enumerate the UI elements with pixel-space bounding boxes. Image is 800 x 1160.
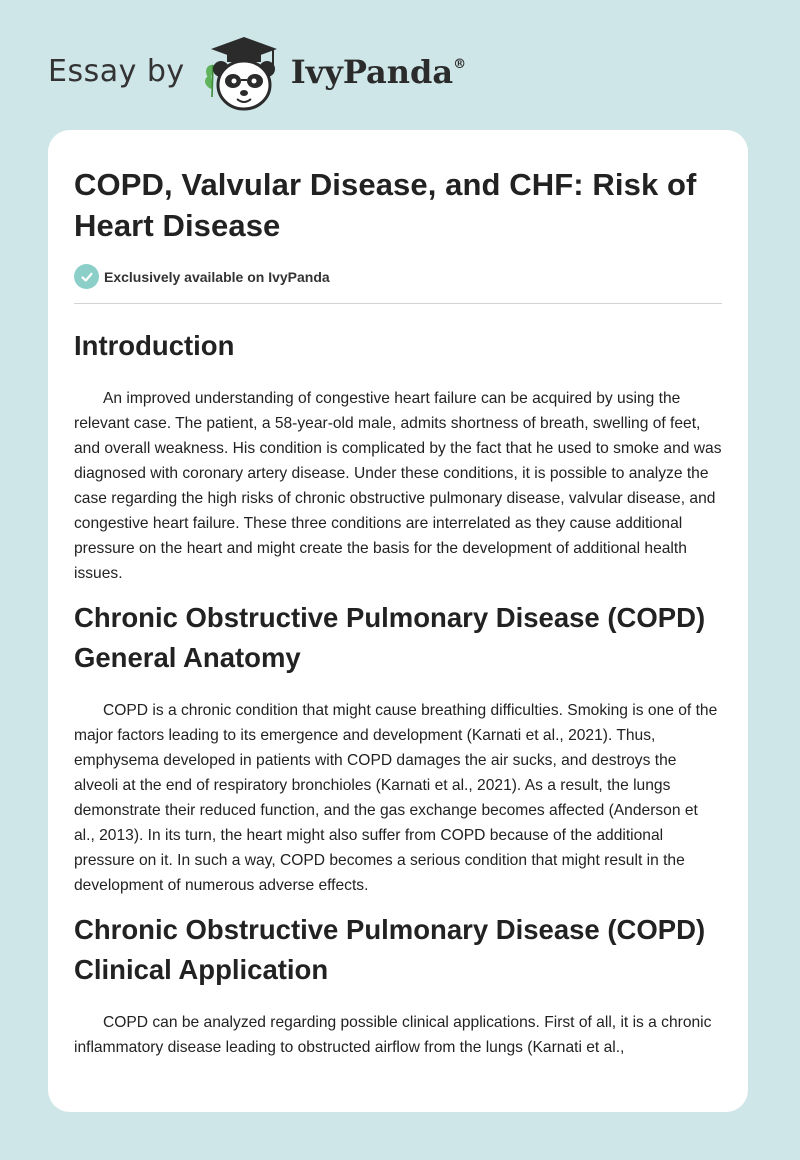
essay-by-label: Essay by [48, 53, 185, 89]
panda-logo-icon[interactable] [199, 35, 289, 113]
check-icon [74, 264, 99, 289]
section-copd-clinical-application [74, 910, 722, 1060]
essay-title: COPD, Valvular Disease, and CHF: Risk of Heart Disease [74, 167, 697, 243]
brand-name[interactable] [291, 53, 466, 91]
brand-text: IvyPanda [290, 53, 454, 91]
badge-label: Exclusively available on IvyPanda [104, 268, 330, 285]
section-paragraph: An improved understanding of congestive heart failure can be acquired by using the relevant case. The patient, a 58-year-old male, admits shortness of breath, swelling of feet, and overall weakness. His condition is complicated by the fact that he used to smoke and was diagnosed with coronary artery disease. Under these conditions, it is possible to analyze the case regarding the high risks of chronic obstructive pulmonary disease, valvular disease, and congestive heart failure. These three conditions are interrelated as they cause additional pressure on the heart and might create the basis for the development of additional health issues. [74, 390, 722, 582]
section-paragraph: COPD is a chronic condition that might cause breathing difficulties. Smoking is one of the major factors leading to its emergence and development (Karnati et al., 2021). Thus, emphysema developed in patients with COPD damages the air sucks, and destroys the alveoli at the end of respiratory bronchioles (Karnati et al., 2021). As a result, the lungs demonstrate their reduced function, and the gas exchange becomes affected (Anderson et al., 2013). In its turn, the heart might also suffer from COPD because of the additional pressure on it. In such a way, COPD becomes a serious condition that might result in the development of numerous adverse effects. [74, 702, 718, 894]
section-introduction [74, 326, 722, 586]
section-paragraph: COPD can be analyzed regarding possible clinical applications. First of all, it is a chronic inflammatory disease leading to obstructed airflow from the lungs (Karnati et al., [74, 1014, 712, 1056]
site-header [48, 34, 466, 114]
essay-card [48, 130, 748, 1112]
section-heading: Introduction [74, 330, 235, 361]
section-heading: Chronic Obstructive Pulmonary Disease (COPD) Clinical Application [74, 914, 706, 985]
section-heading: Chronic Obstructive Pulmonary Disease (COPD) General Anatomy [74, 602, 706, 673]
title-divider [74, 303, 722, 304]
section-copd-general-anatomy [74, 598, 722, 898]
trademark-symbol: ® [453, 57, 467, 72]
exclusive-badge [74, 264, 722, 289]
